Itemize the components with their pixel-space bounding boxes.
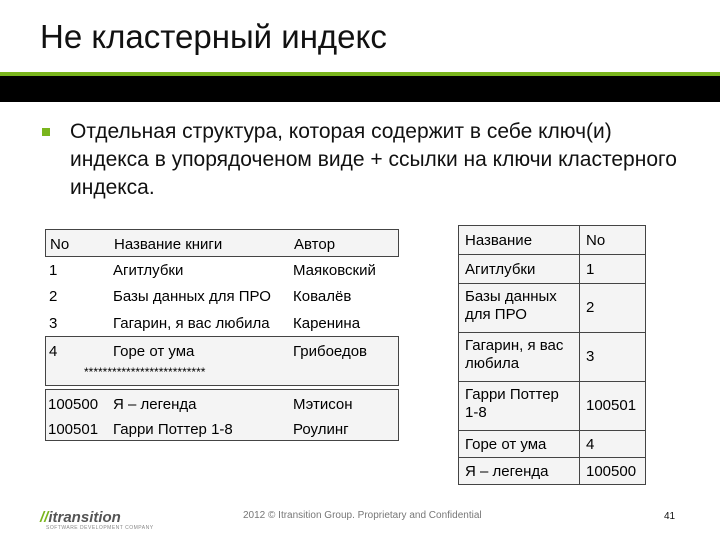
index-cell-name: Базы данных для ПРО xyxy=(458,283,580,333)
header-band xyxy=(0,76,720,102)
cell-title: Агитлубки xyxy=(113,262,184,279)
cell-author: Мэтисон xyxy=(293,396,353,413)
header-author: Автор xyxy=(294,236,336,253)
index-cell-no: 4 xyxy=(579,430,646,458)
header-no: No xyxy=(50,236,70,253)
ellipsis-row: ************************** xyxy=(84,365,206,379)
cell-author: Каренина xyxy=(293,315,361,332)
index-cell-name: Агитлубки xyxy=(458,254,580,284)
table-row xyxy=(46,415,398,443)
cell-no: 100500 xyxy=(48,396,99,413)
index-cell-name: Горе от ума xyxy=(458,430,580,458)
cell-title: Гагарин, я вас любила xyxy=(113,315,270,332)
bullet-square-icon xyxy=(42,128,50,136)
cell-author: Грибоедов xyxy=(293,343,368,360)
table-row xyxy=(46,337,398,365)
cell-title: Базы данных для ПРО xyxy=(113,288,271,305)
table-row-group xyxy=(45,336,399,386)
cell-no: 4 xyxy=(49,343,58,360)
table-row xyxy=(45,256,399,284)
index-cell-name: Гарри Поттер 1-8 xyxy=(458,381,580,431)
table-row-group xyxy=(45,389,399,441)
header-book-title: Название книги xyxy=(114,236,223,253)
logo-text: itransition xyxy=(48,509,121,526)
cell-author: Роулинг xyxy=(293,421,349,438)
cell-no: 3 xyxy=(49,315,58,332)
cell-no: 1 xyxy=(49,262,58,279)
cell-no: 2 xyxy=(49,288,58,305)
header-no: No xyxy=(579,225,646,255)
table-row xyxy=(45,282,399,310)
cell-no: 100501 xyxy=(48,421,99,438)
header-name: Название xyxy=(458,225,580,255)
cell-author: Ковалёв xyxy=(293,288,352,305)
index-cell-name: Гагарин, я вас любила xyxy=(458,332,580,382)
page-number: 41 xyxy=(664,511,676,522)
company-logo: //itransition xyxy=(40,509,121,526)
cell-title: Гарри Поттер 1-8 xyxy=(113,421,233,438)
cell-title: Горе от ума xyxy=(113,343,195,360)
copyright-text: 2012 © Itransition Group. Proprietary and Confidential xyxy=(243,510,482,521)
index-cell-no: 3 xyxy=(579,332,646,382)
index-cell-no: 100500 xyxy=(579,457,646,485)
cell-author: Маяковский xyxy=(293,262,376,279)
cell-title: Я – легенда xyxy=(113,396,197,413)
table-header xyxy=(45,229,399,257)
bullet-text: Отдельная структура, которая содержит в себе ключ(и) индекса в упорядоченом виде + ссылки на ключи кластерного индекса. xyxy=(70,120,677,199)
table-row xyxy=(45,309,399,337)
table-row xyxy=(46,390,398,418)
slide-title: Не кластерный индекс xyxy=(40,18,387,55)
index-cell-no: 2 xyxy=(579,283,646,333)
index-cell-name: Я – легенда xyxy=(458,457,580,485)
index-cell-no: 100501 xyxy=(579,381,646,431)
logo-tagline: SOFTWARE DEVELOPMENT COMPANY xyxy=(46,525,154,531)
index-cell-no: 1 xyxy=(579,254,646,284)
